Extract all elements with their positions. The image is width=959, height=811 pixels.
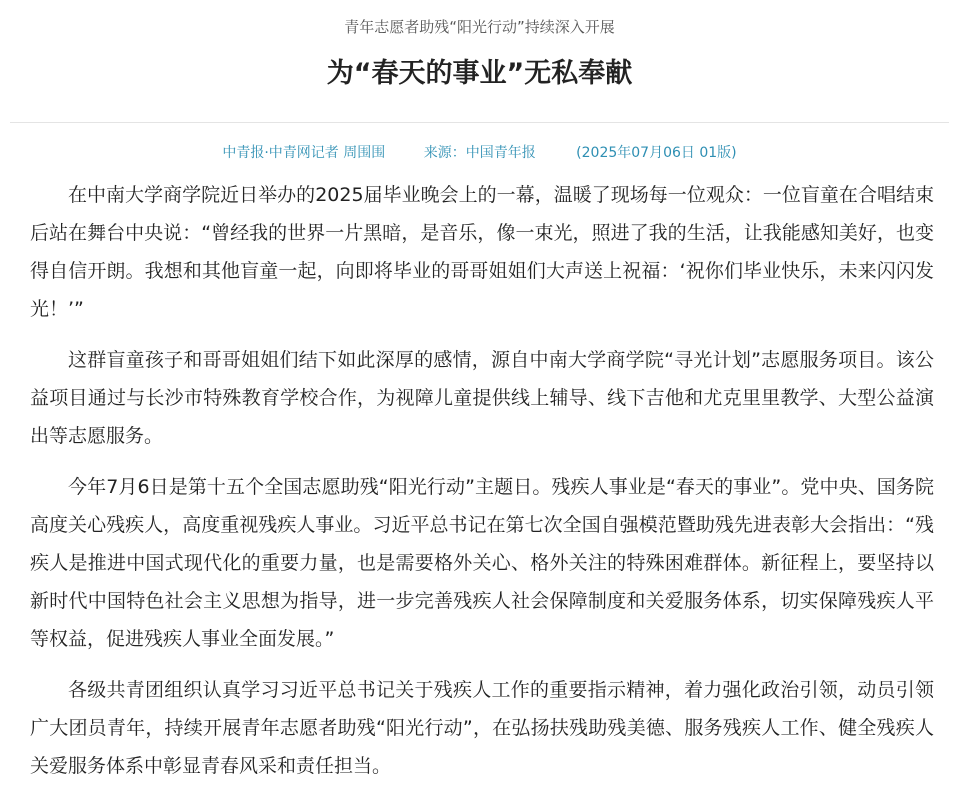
article-meta (0, 142, 959, 164)
source-label: 来源：中国青年报 (423, 145, 536, 161)
paragraph: 今年7月6日是第十五个全国志愿助残“阳光行动”主题日。残疾人事业是“春天的事业”。党中央、国务院高度关心残疾人，高度重视残疾人事业。习近平总书记在第七次全国自强模范暨助残先进表彰大会指出：“残疾人是推进中国式现代化的重要力量，也是需要格外关心、格外关注的特殊困难群体。新征程上，要坚持以新时代中国特色社会主义思想为指导，进一步完善残疾人社会保障制度和关爱服务体系，切实保障残疾人平等权益，促进残疾人事业全面发展。” (30, 476, 934, 650)
author-byline: 中青报·中青网记者 周围围 (222, 145, 386, 161)
paragraph: 各级共青团组织认真学习习近平总书记关于残疾人工作的重要指示精神，着力强化政治引领，动员引领广大团员青年，持续开展青年志愿者助残“阳光行动”，在弘扬扶残助残美德、服务残疾人工作、健全残疾人关爱服务体系中彰显青春风采和责任担当。 (30, 679, 934, 777)
article-title: 为“春天的事业”无私奉献 (326, 58, 633, 89)
paragraph: 这群盲童孩子和哥哥姐姐们结下如此深厚的感情，源自中南大学商学院“寻光计划”志愿服务项目。该公益项目通过与长沙市特殊教育学校合作，为视障儿童提供线上辅导、线下吉他和尤克里里教学、大型公益演出等志愿服务。 (30, 349, 934, 447)
article-subtitle: 青年志愿者助残“阳光行动”持续深入开展 (344, 18, 615, 36)
paragraph: 在中南大学商学院近日举办的2025届毕业晚会上的一幕，温暖了现场每一位观众：一位盲童在合唱结束后站在舞台中央说：“曾经我的世界一片黑暗，是音乐，像一束光，照进了我的生活，让我能感知美好，也变得自信开朗。我想和其他盲童一起，向即将毕业的哥哥姐姐们大声送上祝福：‘祝你们毕业快乐，未来闪闪发光！’” (30, 184, 934, 320)
publish-date: (2025年07月06日 01版) (576, 145, 737, 161)
title-divider (10, 122, 949, 123)
article-body (30, 176, 934, 798)
